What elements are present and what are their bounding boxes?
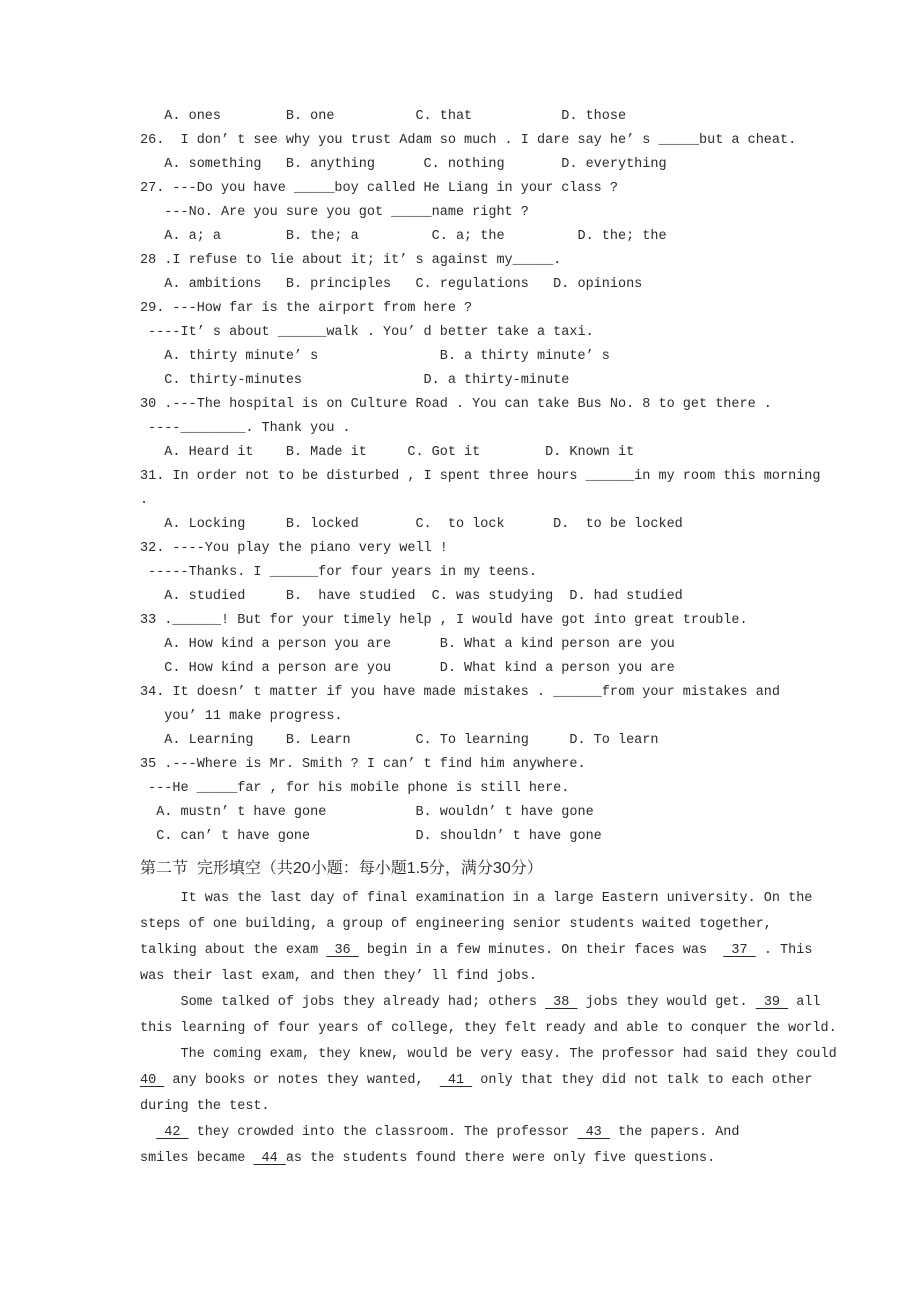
text-run: 35 .---Where is Mr. Smith ? I can’ t find him anywhere. xyxy=(140,757,586,772)
grammar-line xyxy=(140,777,821,801)
cloze-line xyxy=(140,1016,837,1042)
grammar-line xyxy=(140,417,821,441)
grammar-line xyxy=(140,585,821,609)
text-run: was their last exam, and then they’ ll find jobs. xyxy=(140,969,537,984)
text-run xyxy=(140,1125,156,1140)
text-run: 31. In order not to be disturbed , I spent three hours ______in my room this morning xyxy=(140,469,821,484)
text-run: A. ones B. one C. that D. those xyxy=(140,109,627,124)
text-run: A. a; a B. the; a C. a; the D. the; the xyxy=(140,229,667,244)
text-run: 32. ----You play the piano very well ! xyxy=(140,541,448,556)
text-run: A. mustn’ t have gone B. wouldn’ t have gone xyxy=(140,805,594,820)
grammar-line xyxy=(140,729,821,753)
text-run: The coming exam, they knew, would be very easy. The professor had said they could xyxy=(140,1047,837,1062)
text-run: 30 .---The hospital is on Culture Road . You can take Bus No. 8 to get there . xyxy=(140,397,772,412)
grammar-line xyxy=(140,201,821,225)
text-run: C. can’ t have gone D. shouldn’ t have gone xyxy=(140,829,602,844)
text-run: this learning of four years of college, they felt ready and able to conquer the world. xyxy=(140,1021,837,1036)
grammar-line xyxy=(140,489,821,513)
cloze-line xyxy=(140,912,837,938)
cloze-line xyxy=(140,1042,837,1068)
grammar-line xyxy=(140,825,821,849)
grammar-line xyxy=(140,153,821,177)
cloze-line xyxy=(140,964,837,990)
grammar-line xyxy=(140,633,821,657)
cloze-line xyxy=(140,1094,837,1120)
grammar-line xyxy=(140,681,821,705)
grammar-line xyxy=(140,225,821,249)
grammar-line xyxy=(140,537,821,561)
text-run: -----Thanks. I ______for four years in my teens. xyxy=(140,565,537,580)
text-run: the papers. And xyxy=(609,1125,740,1140)
text-run: smiles became xyxy=(140,1151,254,1166)
text-run: A. studied B. have studied C. was studying D. had studied xyxy=(140,589,683,604)
grammar-line xyxy=(140,345,821,369)
grammar-line xyxy=(140,465,821,489)
text-run: all xyxy=(788,995,821,1010)
text-run: A. Locking B. locked C. to lock D. to be locked xyxy=(140,517,683,532)
text-run: as the students found there were only five questions. xyxy=(285,1151,716,1166)
grammar-line xyxy=(140,273,821,297)
grammar-questions-block xyxy=(140,105,821,849)
grammar-line xyxy=(140,321,821,345)
grammar-line xyxy=(140,609,821,633)
cloze-line xyxy=(140,938,837,964)
text-run: It was the last day of final examination in a large Eastern university. On the xyxy=(140,891,813,906)
cloze-line xyxy=(140,1068,837,1094)
grammar-line xyxy=(140,297,821,321)
cloze-blank-number: 42 xyxy=(156,1125,189,1140)
text-run: . This xyxy=(755,943,813,958)
grammar-line xyxy=(140,369,821,393)
cloze-blank-number: 40 xyxy=(140,1073,165,1088)
text-run: 28 .I refuse to lie about it; it’ s against my_____. xyxy=(140,253,562,268)
cloze-blank-number: 41 xyxy=(439,1073,473,1088)
text-run: jobs they would get. xyxy=(577,995,756,1010)
cloze-blank-number: 37 xyxy=(723,943,756,958)
text-run: A. thirty minute’ s B. a thirty minute’ s xyxy=(140,349,610,364)
section-heading: 第二节 完形填空（共20小题：每小题1.5分，满分30分） xyxy=(140,860,543,877)
grammar-line xyxy=(140,105,821,129)
text-run: begin in a few minutes. On their faces was xyxy=(358,943,724,958)
text-run: only that they did not talk to each other xyxy=(472,1073,813,1088)
text-run: 34. It doesn’ t matter if you have made mistakes . ______from your mistakes and xyxy=(140,685,781,700)
text-run: talking about the exam xyxy=(140,943,327,958)
grammar-line xyxy=(140,441,821,465)
cloze-blank-number: 44 xyxy=(253,1151,286,1166)
text-run: 26. I don’ t see why you trust Adam so much . I dare say he’ s _____but a cheat. xyxy=(140,133,797,148)
text-run: A. Heard it B. Made it C. Got it D. Known it xyxy=(140,445,635,460)
text-run: you’ 11 make progress. xyxy=(140,709,343,724)
grammar-line xyxy=(140,801,821,825)
grammar-line xyxy=(140,561,821,585)
cloze-blank-number: 43 xyxy=(577,1125,610,1140)
text-run: A. Learning B. Learn C. To learning D. To learn xyxy=(140,733,659,748)
text-run: they crowded into the classroom. The professor xyxy=(188,1125,578,1140)
cloze-line xyxy=(140,990,837,1016)
text-run: 29. ---How far is the airport from here ? xyxy=(140,301,473,316)
grammar-line xyxy=(140,657,821,681)
grammar-line xyxy=(140,393,821,417)
text-run: steps of one building, a group of engineering senior students waited together, xyxy=(140,917,772,932)
cloze-blank-number: 38 xyxy=(545,995,578,1010)
grammar-line xyxy=(140,753,821,777)
cloze-line xyxy=(140,1146,837,1172)
text-run: . xyxy=(140,493,149,508)
grammar-line xyxy=(140,249,821,273)
grammar-line xyxy=(140,513,821,537)
grammar-line xyxy=(140,705,821,729)
text-run: ----________. Thank you . xyxy=(140,421,351,436)
text-run: any books or notes they wanted, xyxy=(164,1073,440,1088)
text-run: 33 .______! But for your timely help , I would have got into great trouble. xyxy=(140,613,748,628)
text-run: 27. ---Do you have _____boy called He Liang in your class ? xyxy=(140,181,618,196)
grammar-line xyxy=(140,129,821,153)
cloze-line xyxy=(140,886,837,912)
text-run: A. ambitions B. principles C. regulations D. opinions xyxy=(140,277,643,292)
text-run: A. something B. anything C. nothing D. everything xyxy=(140,157,667,172)
text-run: ---No. Are you sure you got _____name right ? xyxy=(140,205,529,220)
cloze-blank-number: 36 xyxy=(326,943,359,958)
text-run: during the test. xyxy=(140,1099,270,1114)
text-run: C. How kind a person are you D. What kind a person you are xyxy=(140,661,675,676)
grammar-line xyxy=(140,177,821,201)
cloze-blank-number: 39 xyxy=(755,995,789,1010)
text-run: Some talked of jobs they already had; others xyxy=(140,995,546,1010)
text-run: ---He _____far , for his mobile phone is still here. xyxy=(140,781,570,796)
text-run: A. How kind a person you are B. What a kind person are you xyxy=(140,637,675,652)
text-run: ----It’ s about ______walk . You’ d better take a taxi. xyxy=(140,325,594,340)
cloze-line xyxy=(140,1120,837,1146)
text-run: C. thirty-minutes D. a thirty-minute xyxy=(140,373,570,388)
cloze-passage-block xyxy=(140,886,837,1172)
